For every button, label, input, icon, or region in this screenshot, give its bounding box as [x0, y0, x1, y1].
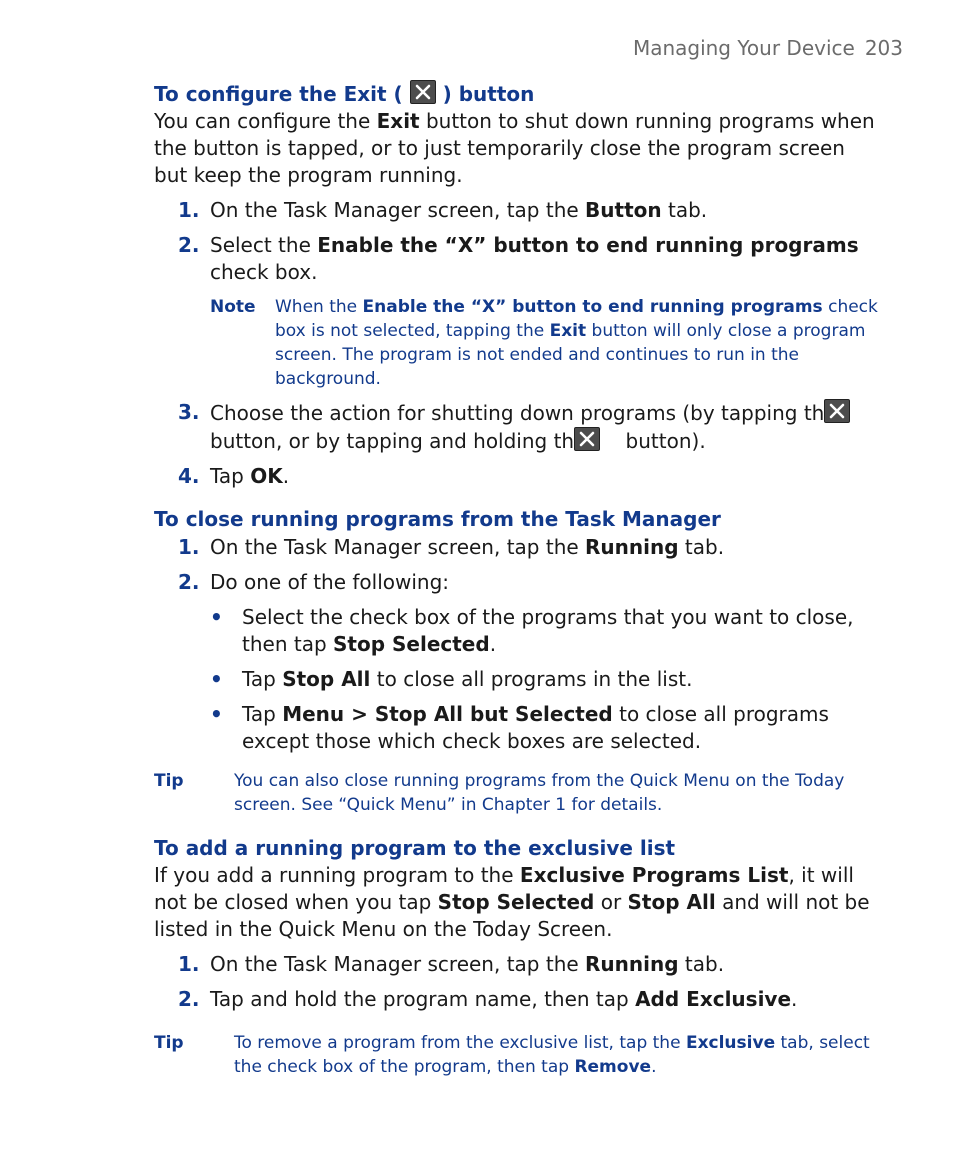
- step-item: 4. Tap OK.: [178, 464, 290, 488]
- intro-paragraph: You can configure the Exit button to shut down running programs when the button is tapped, or to just temporarily close the program screen but keep the program running.: [154, 109, 875, 187]
- step-item: 2. Tap and hold the program name, then tap Add Exclusive.: [178, 987, 798, 1011]
- running-header-title: Managing Your Device: [632, 36, 855, 60]
- steps-list: [154, 951, 884, 1013]
- section-heading-configure-exit: [154, 80, 884, 107]
- heading-text-pre: To configure the Exit (: [154, 82, 403, 106]
- page-header: [633, 36, 903, 60]
- heading-text-post: ) button: [442, 82, 535, 106]
- tip-box: Tip To remove a program from the exclusive list, tap the Exclusive tab, select the check box of the program, then tap Remove.: [154, 1033, 870, 1077]
- step-item: 1. On the Task Manager screen, tap the Running tab.: [178, 952, 725, 976]
- step-item: 1. On the Task Manager screen, tap the Running tab.: [178, 535, 725, 559]
- section-heading-exclusive-list: To add a running program to the exclusive list: [154, 836, 676, 860]
- exit-x-icon: [410, 80, 436, 104]
- step-item: 2. Do one of the following:: [178, 570, 450, 594]
- steps-list-continued: [154, 399, 884, 490]
- tip-label: Tip: [154, 771, 184, 791]
- page-number: 203: [864, 36, 903, 60]
- tip-label: Tip: [154, 1033, 184, 1053]
- step-item: 1. On the Task Manager screen, tap the Button tab.: [178, 198, 708, 222]
- note-label: Note: [210, 297, 256, 317]
- page-content: [154, 80, 884, 1079]
- steps-list: [154, 534, 884, 596]
- bullet-item: • Tap Stop All to close all programs in the list.: [210, 667, 693, 691]
- exit-x-icon: [574, 427, 600, 451]
- bullet-item: • Select the check box of the programs that you want to close, then tap Stop Selected.: [210, 605, 854, 656]
- exit-x-icon: [824, 399, 850, 423]
- step-item: 2. Select the Enable the “X” button to end running programs check box.: [178, 233, 859, 284]
- note-box: Note When the Enable the “X” button to end running programs check box is not selected, tapping the Exit button will only close a program screen. The program is not ended and continues to run in the background.: [210, 297, 878, 389]
- bullet-list: [154, 604, 884, 755]
- bullet-item: • Tap Menu > Stop All but Selected to close all programs except those which check boxes are selected.: [210, 702, 829, 753]
- intro-paragraph: If you add a running program to the Exclusive Programs List, it will not be closed when you tap Stop Selected or Stop All and will not be listed in the Quick Menu on the Today Screen.: [154, 863, 870, 941]
- tip-box: Tip You can also close running programs from the Quick Menu on the Today screen. See “Quick Menu” in Chapter 1 for details.: [154, 771, 845, 815]
- section-heading-close-programs: To close running programs from the Task Manager: [154, 507, 721, 531]
- steps-list: [154, 197, 884, 286]
- step-item: 3. Choose the action for shutting down programs (by tapping th button, or by tapping and holding th button).: [154, 399, 884, 455]
